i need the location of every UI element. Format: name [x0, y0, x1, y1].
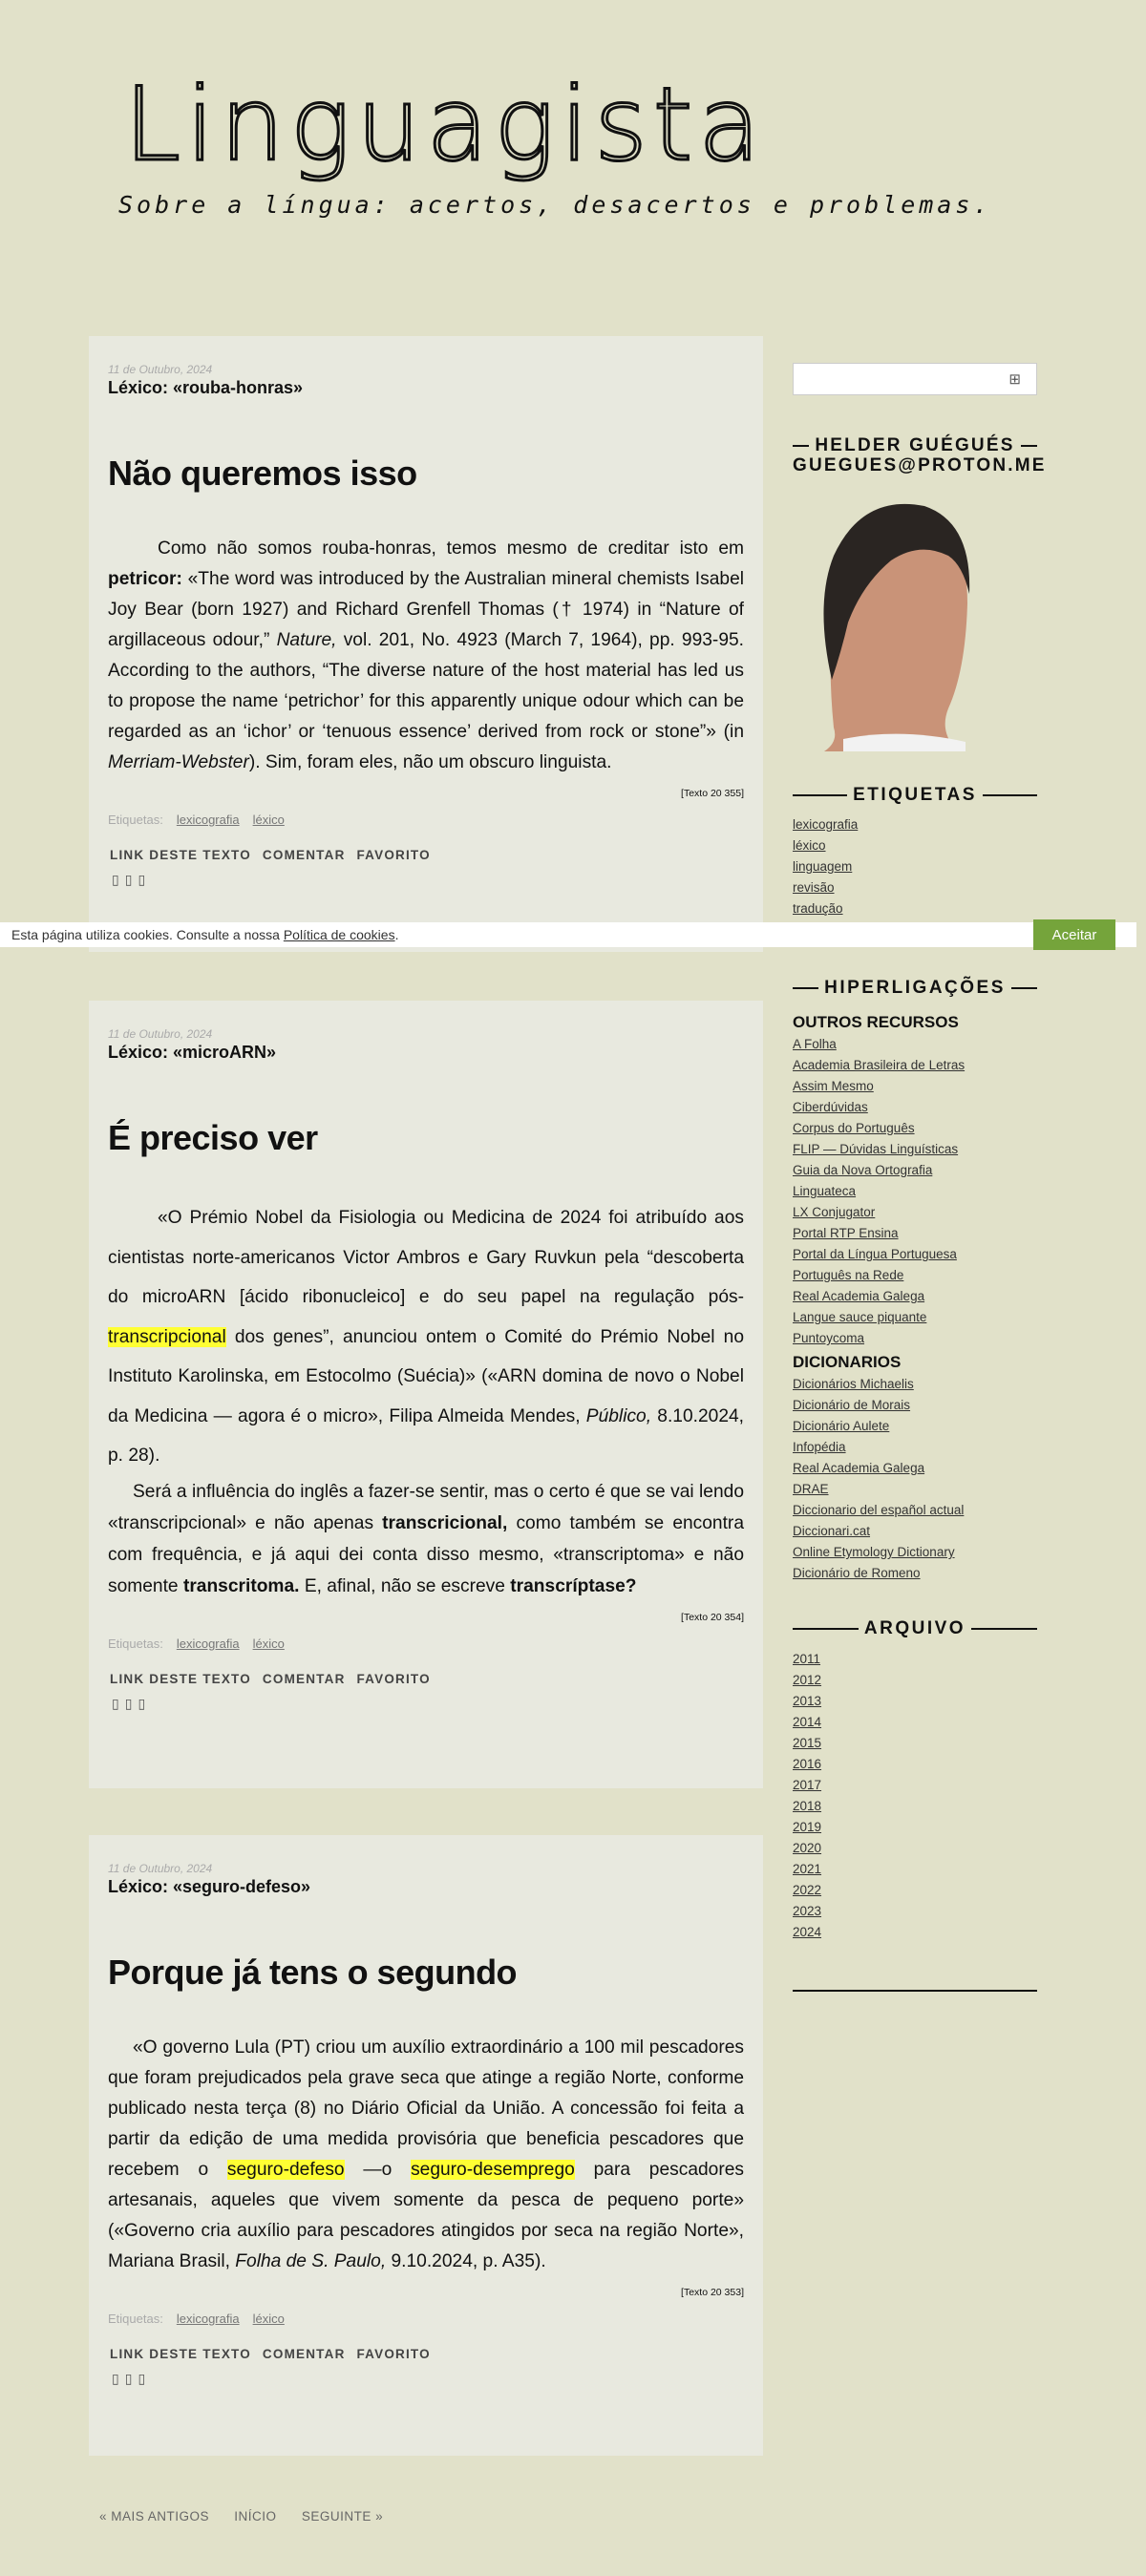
post-tags [108, 1636, 744, 1651]
email-icon[interactable]: ▯ [112, 872, 125, 887]
comment-button[interactable]: COMENTAR [262, 848, 346, 862]
tag-link[interactable]: léxico [252, 2312, 285, 2326]
post-kicker: Léxico: «seguro-defeso» [108, 1877, 311, 1896]
archive-list [793, 1649, 821, 1943]
resource-link[interactable]: Portal da Língua Portuguesa [793, 1247, 957, 1261]
blog-icon[interactable]: ▯ [124, 872, 138, 887]
label-link[interactable]: léxico [793, 838, 826, 853]
highlighted-term: transcripcional [108, 1326, 226, 1347]
highlighted-term: seguro-defeso [226, 2160, 345, 2180]
post-seguro-defeso [89, 1835, 763, 2456]
text-reference: [Texto 20 355] [681, 788, 744, 799]
share-icons [112, 872, 744, 888]
blog-title[interactable]: Linguagista [124, 66, 767, 183]
resource-link[interactable]: A Folha [793, 1037, 837, 1051]
post-date: 11 de Outubro, 2024 [108, 1027, 213, 1041]
post-actions [108, 2347, 744, 2361]
search-input[interactable] [793, 363, 1037, 395]
label-link[interactable]: tradução [793, 901, 843, 916]
links-list [793, 1009, 965, 1584]
archive-year-link[interactable]: 2014 [793, 1715, 822, 1729]
dictionary-link[interactable]: Infopédia [793, 1440, 846, 1454]
tag-link[interactable]: lexicografia [176, 1636, 240, 1651]
email-icon[interactable]: ▯ [112, 2371, 125, 2386]
profile-photo [805, 489, 975, 751]
post-actions [108, 848, 744, 862]
share-icons [112, 1696, 744, 1712]
pagination [99, 2509, 404, 2523]
tag-link[interactable]: léxico [252, 1636, 285, 1651]
resource-link[interactable]: Langue sauce piquante [793, 1310, 927, 1324]
resource-link[interactable]: Corpus do Português [793, 1121, 915, 1135]
post-body: «O Prémio Nobel da Fisiologia ou Medicina de 2024 foi atribuído aos cientistas norte-americanos Victor Ambros e Gary Ruvkun pela “descoberta do microARN [ácido ribonucleico] e do seu papel na regulação pós-transcripcional dos genes”, anunciou ontem o Comité do Prémio Nobel no Instituto Karolinska, em Estocolmo (Suécia)» («ARN domina de novo o Nobel da Medicina — agora é o micro», Filipa Almeida Mendes, Público, 8.10.2024, p. 28). [108, 1208, 744, 1466]
post-title[interactable]: Porque já tens o segundo [108, 1953, 518, 1992]
blog-icon[interactable]: ▯ [124, 1695, 138, 1711]
links-group-title: DICIONARIOS [793, 1353, 902, 1371]
dictionary-link[interactable]: Real Academia Galega [793, 1461, 925, 1475]
dictionary-link[interactable]: Online Etymology Dictionary [793, 1545, 955, 1559]
cookie-banner: Esta página utiliza cookies. Consulte a nossa Política de cookies. [0, 922, 1136, 947]
comment-button[interactable]: COMENTAR [262, 1671, 346, 1686]
post-tags [108, 813, 744, 827]
highlighted-term: seguro-desemprego [411, 2160, 575, 2180]
post-actions [108, 1672, 744, 1686]
tag-link[interactable]: léxico [252, 813, 285, 827]
dictionary-link[interactable]: Dicionários Michaelis [793, 1377, 914, 1391]
post-microarn [89, 1001, 763, 1788]
blog-logo[interactable] [124, 66, 767, 183]
archive-year-link[interactable]: 2011 [793, 1652, 821, 1666]
archive-year-link[interactable]: 2022 [793, 1883, 822, 1897]
permalink-button[interactable]: LINK DESTE TEXTO [110, 1671, 251, 1686]
post-date: 11 de Outubro, 2024 [108, 1862, 213, 1875]
dictionary-link[interactable]: Diccionario del español actual [793, 1503, 965, 1517]
older-posts-link[interactable]: « MAIS ANTIGOS [99, 2509, 210, 2523]
label-link[interactable]: revisão [793, 880, 835, 895]
tags-label: Etiquetas: [108, 813, 163, 827]
resource-link[interactable]: Guia da Nova Ortografia [793, 1163, 933, 1177]
resource-link[interactable]: LX Conjugator [793, 1205, 876, 1219]
twitter-icon[interactable]: ▯ [138, 2371, 152, 2386]
links-widget-title: HIPERLIGAÇÕES [793, 978, 1037, 999]
label-link[interactable]: linguagem [793, 859, 853, 874]
dictionary-link[interactable]: DRAE [793, 1482, 829, 1496]
favorite-button[interactable]: FAVORITO [356, 1671, 431, 1686]
blog-icon[interactable]: ▯ [124, 2371, 138, 2386]
tag-link[interactable]: lexicografia [176, 2312, 240, 2326]
archive-year-link[interactable]: 2018 [793, 1799, 822, 1813]
dictionary-link[interactable]: Dicionário de Romeno [793, 1566, 921, 1580]
post-tags [108, 2312, 744, 2326]
post-title[interactable]: É preciso ver [108, 1118, 318, 1157]
post-body: Como não somos rouba-honras, temos mesmo de creditar isto em petricor: «The word was introduced by the Australian mineral chemists Isabel Joy Bear (born 1927) and Richard Grenfell Thomas († 1974) in “Nature of argillaceous odour,” Nature, vol. 201, No. 4923 (March 7, 1964), pp. 993-95. According to the authors, “The diverse nature of the host material has led us to propose the name ‘petrichor’ for this apparently unique odour which can be regarded as an ‘ichor’ or ‘tenuous essence’ derived from rock or stone”» (in Merriam-Webster). Sim, foram eles, não um obscuro linguista. [108, 538, 744, 772]
accept-cookies-button[interactable]: Aceitar [1033, 919, 1115, 950]
resource-link[interactable]: FLIP — Dúvidas Linguísticas [793, 1142, 959, 1156]
archive-year-link[interactable]: 2024 [793, 1925, 822, 1939]
resource-link[interactable]: Academia Brasileira de Letras [793, 1058, 966, 1072]
text-reference: [Texto 20 354] [681, 1611, 744, 1623]
post-kicker: Léxico: «rouba-honras» [108, 378, 304, 397]
search-icon[interactable]: ⊞ [1008, 371, 1021, 388]
twitter-icon[interactable]: ▯ [138, 1695, 152, 1711]
profile-email[interactable]: GUEGUES@PROTON.ME [793, 455, 1047, 475]
post-title[interactable]: Não queremos isso [108, 454, 417, 493]
post-rouba-honras [89, 336, 763, 952]
archive-year-link[interactable]: 2013 [793, 1694, 822, 1708]
newer-posts-link[interactable]: SEGUINTE » [301, 2509, 384, 2523]
archive-widget-title: ARQUIVO [793, 1618, 1037, 1639]
resource-link[interactable]: Portal RTP Ensina [793, 1226, 899, 1240]
email-icon[interactable]: ▯ [112, 1695, 125, 1711]
archive-year-link[interactable]: 2021 [793, 1862, 822, 1876]
comment-button[interactable]: COMENTAR [262, 2347, 346, 2361]
label-link[interactable]: lexicografia [793, 817, 859, 832]
resource-link[interactable]: Ciberdúvidas [793, 1100, 868, 1114]
profile-name: HELDER GUÉGUÉS [815, 435, 1015, 455]
post-date: 11 de Outubro, 2024 [108, 363, 213, 376]
permalink-button[interactable]: LINK DESTE TEXTO [110, 2347, 251, 2361]
archive-year-link[interactable]: 2020 [793, 1841, 822, 1855]
resource-link[interactable]: Puntoycoma [793, 1331, 865, 1345]
profile-title [793, 435, 1047, 475]
tag-link[interactable]: lexicografia [176, 813, 240, 827]
tags-label: Etiquetas: [108, 1636, 163, 1651]
resource-link[interactable]: Real Academia Galega [793, 1289, 925, 1303]
labels-list [793, 814, 858, 919]
sidebar-divider [793, 1990, 1037, 1992]
archive-year-link[interactable]: 2012 [793, 1673, 822, 1687]
twitter-icon[interactable]: ▯ [138, 872, 152, 887]
resource-link[interactable]: Português na Rede [793, 1268, 904, 1282]
home-link[interactable]: INÍCIO [234, 2509, 277, 2523]
labels-widget-title: ETIQUETAS [793, 785, 1037, 806]
dictionary-link[interactable]: Dicionário Aulete [793, 1419, 890, 1433]
archive-year-link[interactable]: 2019 [793, 1820, 822, 1834]
post-body: «O governo Lula (PT) criou um auxílio extraordinário a 100 mil pescadores que foram prejudicados pela grave seca que atinge a região Norte, conforme publicado nesta terça (8) no Diário Oficial da União. A concessão foi feita a partir da edição de uma medida provisória que beneficia pescadores que recebem o seguro-defeso —o seguro-desemprego para pescadores artesanais, aqueles que vivem somente da pesca de pequeno porte» («Governo cria auxílio para pescadores atingidos por seca na região Norte», Mariana Brasil, Folha de S. Paulo, 9.10.2024, p. A35). [108, 2038, 744, 2271]
archive-year-link[interactable]: 2016 [793, 1757, 822, 1771]
dictionary-link[interactable]: Diccionari.cat [793, 1524, 871, 1538]
archive-year-link[interactable]: 2015 [793, 1736, 822, 1750]
dictionary-link[interactable]: Dicionário de Morais [793, 1398, 911, 1412]
blog-subtitle: Sobre a língua: acertos, desacertos e problemas. [118, 191, 992, 219]
share-icons [112, 2371, 744, 2387]
resource-link[interactable]: Assim Mesmo [793, 1079, 874, 1093]
resource-link[interactable]: Linguateca [793, 1184, 857, 1198]
text-reference: [Texto 20 353] [681, 2287, 744, 2298]
favorite-button[interactable]: FAVORITO [356, 848, 431, 862]
tags-label: Etiquetas: [108, 2312, 163, 2326]
archive-year-link[interactable]: 2017 [793, 1778, 822, 1792]
cookie-policy-link[interactable]: Política de cookies [283, 927, 395, 942]
links-group-title: OUTROS RECURSOS [793, 1013, 959, 1031]
favorite-button[interactable]: FAVORITO [356, 2347, 431, 2361]
archive-year-link[interactable]: 2023 [793, 1904, 822, 1918]
cookie-text: Esta página utiliza cookies. Consulte a nossa [11, 927, 284, 942]
post-body-p2: Será a influência do inglês a fazer-se sentir, mas o certo é que se vai lendo «transcripcional» e não apenas transcricional, como também se encontra com frequência, e já aqui dei conta disso mesmo, «transcriptoma» e não somente transcritoma. E, afinal, não se escreve transcríptase? [108, 1481, 744, 1596]
post-kicker: Léxico: «microARN» [108, 1043, 277, 1062]
permalink-button[interactable]: LINK DESTE TEXTO [110, 848, 251, 862]
